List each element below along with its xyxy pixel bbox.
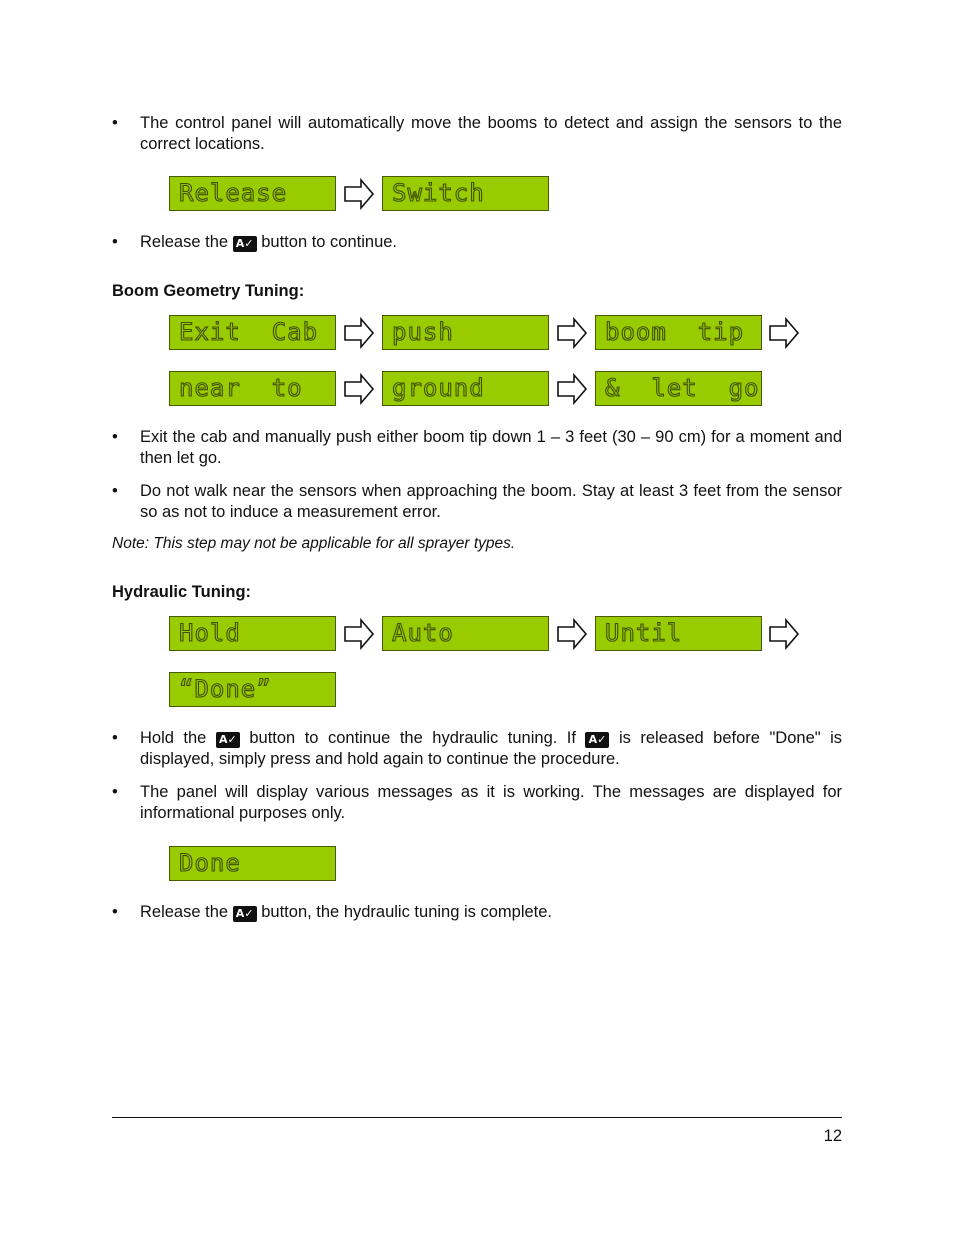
lcd-release: Release <box>169 176 336 211</box>
note-text: Note: This step may not be applicable for all sprayer types. <box>112 535 516 552</box>
release-text-before: Release the <box>140 233 229 251</box>
bullet-release-final <box>112 902 842 923</box>
bullet-dot: • <box>112 729 118 747</box>
lcd-done: Done <box>169 846 336 881</box>
auto-key-icon: A✓ <box>216 732 240 748</box>
bullet-dot: • <box>112 482 118 500</box>
lcd-boom-tip: boom tip <box>595 315 762 350</box>
lcd-ground: ground <box>382 371 549 406</box>
final-text-after: button, the hydraulic tuning is complete. <box>261 903 553 921</box>
bullet-stay-away <box>112 481 842 523</box>
hydraulic-heading: Hydraulic Tuning: <box>112 583 252 601</box>
lcd-until: Until <box>595 616 762 651</box>
bullet-auto-move <box>112 113 842 155</box>
right-arrow-icon <box>768 617 800 651</box>
final-text-before: Release the <box>140 903 229 921</box>
bullet-text: The panel will display various messages as it is working. The messages are displayed for informational purposes only. <box>140 783 842 822</box>
right-arrow-icon <box>343 316 375 350</box>
bullet-text: Do not walk near the sensors when approaching the boom. Stay at least 3 feet from the sensor so as not to induce a measurement error. <box>140 482 842 521</box>
release-text-after: button to continue. <box>261 233 398 251</box>
right-arrow-icon <box>343 177 375 211</box>
bullet-push-boom <box>112 427 842 469</box>
lcd-done-quoted: “Done” <box>169 672 336 707</box>
lcd-exit-cab: Exit Cab <box>169 315 336 350</box>
bullet-text: The control panel will automatically move the booms to detect and assign the sensors to the correct locations. <box>140 114 842 153</box>
auto-key-icon: A✓ <box>233 906 257 922</box>
auto-key-icon: A✓ <box>585 732 609 748</box>
right-arrow-icon <box>556 372 588 406</box>
bullet-hold-button <box>112 728 842 770</box>
bullet-dot: • <box>112 233 118 251</box>
right-arrow-icon <box>556 617 588 651</box>
lcd-near-to: near to <box>169 371 336 406</box>
auto-key-icon: A✓ <box>233 236 257 252</box>
bullet-dot: • <box>112 903 118 921</box>
page-number: 12 <box>823 1127 842 1145</box>
boom-geometry-heading: Boom Geometry Tuning: <box>112 282 305 300</box>
bullet-release <box>112 232 842 253</box>
right-arrow-icon <box>768 316 800 350</box>
hold-text-2: button to continue the hydraulic tuning. If <box>249 729 576 747</box>
lcd-let-go: & let go <box>595 371 762 406</box>
hold-text-1: Hold the <box>140 729 207 747</box>
right-arrow-icon <box>343 372 375 406</box>
right-arrow-icon <box>343 617 375 651</box>
bullet-dot: • <box>112 428 118 446</box>
footer-rule <box>112 1117 842 1118</box>
bullet-text: Exit the cab and manually push either boom tip down 1 – 3 feet (30 – 90 cm) for a moment and then let go. <box>140 428 842 467</box>
lcd-auto: Auto <box>382 616 549 651</box>
lcd-push: push <box>382 315 549 350</box>
bullet-dot: • <box>112 114 118 132</box>
bullet-panel-messages <box>112 782 842 824</box>
lcd-switch: Switch <box>382 176 549 211</box>
right-arrow-icon <box>556 316 588 350</box>
hold-text-3: is released before "Done" is displayed, simply press and hold again to continue the procedure. <box>140 729 843 768</box>
lcd-hold: Hold <box>169 616 336 651</box>
bullet-dot: • <box>112 783 118 801</box>
